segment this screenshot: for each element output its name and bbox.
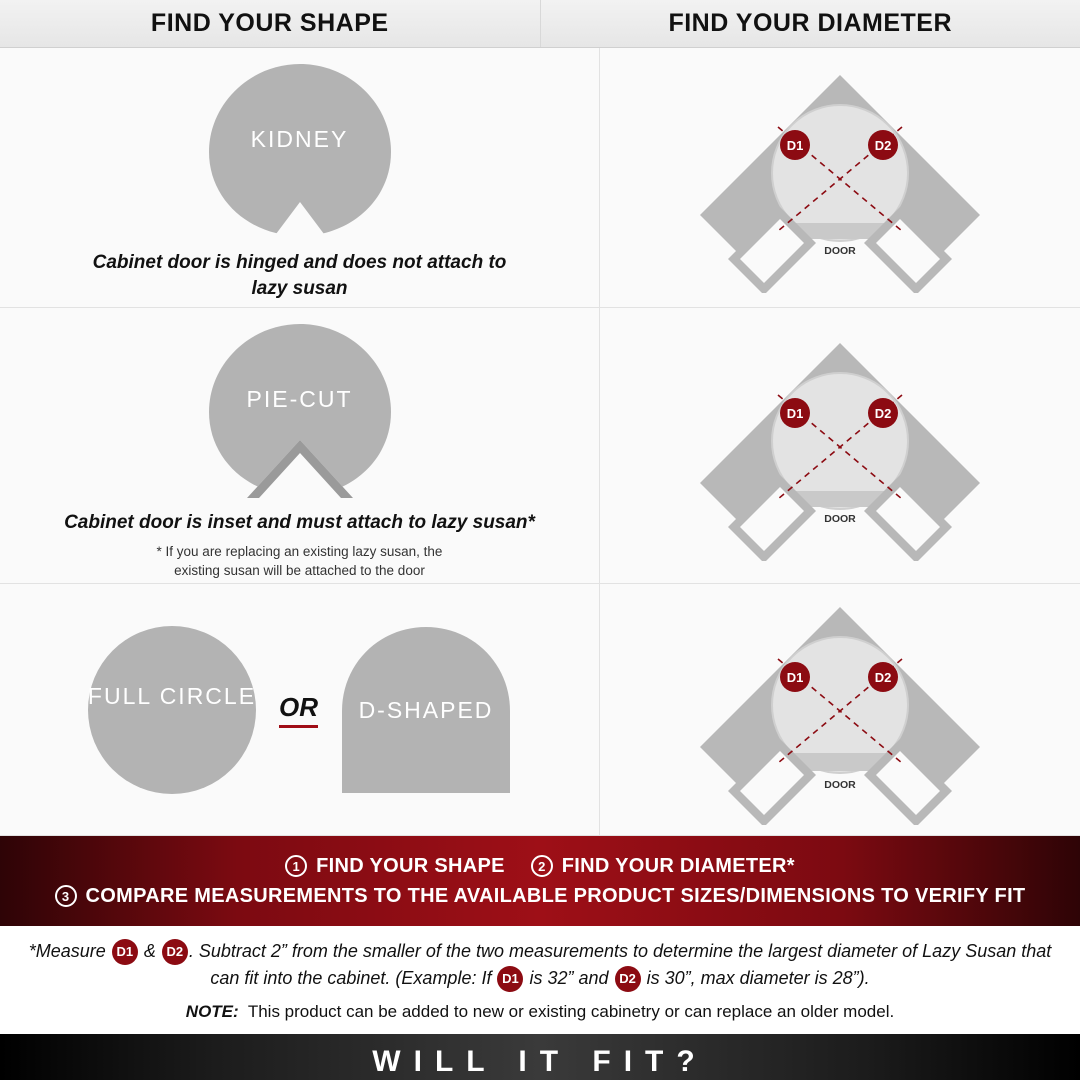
comparison-grid — [0, 48, 1080, 836]
diameter-cell-pie-cut — [600, 308, 1080, 583]
step-1-number: 1 — [285, 855, 307, 877]
step-1-text: FIND YOUR SHAPE — [316, 854, 505, 877]
diameter-cell-kidney — [600, 48, 1080, 307]
pie-cut-subcaption: * If you are replacing an existing lazy susan, the existing susan will be attached to the door — [156, 543, 443, 578]
kidney-shape-graphic — [207, 62, 393, 238]
svg-text:DOOR: DOOR — [824, 244, 856, 257]
svg-text:D1: D1 — [786, 405, 804, 421]
steps-banner-line-2 — [55, 885, 1026, 908]
svg-text:DOOR: DOOR — [824, 512, 856, 525]
step-2 — [531, 855, 795, 878]
measure-note-part-2: . Subtract 2” from the smaller of the two measurements to determine the largest diameter of Lazy Susan that can fit into the cabinet. (Example: If — [188, 940, 1052, 988]
steps-banner-line-1 — [285, 855, 795, 878]
svg-text:D2: D2 — [874, 669, 892, 685]
d2-pill-b: D2 — [615, 966, 641, 992]
pie-cut-caption: Cabinet door is inset and must attach to lazy susan* — [64, 512, 535, 533]
corner-cabinet-diagram-3 — [640, 595, 1040, 825]
d-shaped-label: D-SHAPED — [358, 696, 494, 723]
corner-cabinet-diagram-1 — [640, 63, 1040, 293]
or-divider-label: OR — [279, 692, 318, 728]
d1-pill-a: D1 — [112, 939, 138, 965]
row-pie-cut — [0, 308, 1080, 584]
d-shaped-shape-graphic — [340, 625, 512, 795]
product-note — [186, 1002, 894, 1022]
step-3 — [55, 885, 1026, 908]
svg-text:D2: D2 — [874, 137, 892, 153]
notes-section — [0, 926, 1080, 1034]
full-circle-label: FULL CIRCLE — [87, 682, 257, 709]
kidney-label: KIDNEY — [250, 126, 349, 152]
kidney-caption: Cabinet door is hinged and does not attach to lazy susan — [92, 252, 507, 299]
measure-note-part-1: *Measure — [28, 940, 106, 961]
svg-text:D2: D2 — [874, 405, 892, 421]
header-bar — [0, 0, 1080, 48]
measure-note-part-3: is 32” and — [529, 968, 609, 988]
row-full-circle-d-shaped — [0, 584, 1080, 836]
pie-cut-shape-graphic — [207, 322, 393, 498]
pie-cut-label: PIE-CUT — [246, 386, 353, 412]
shape-cell-full-circle-d-shaped — [0, 584, 600, 835]
shape-cell-kidney — [0, 48, 600, 307]
diameter-cell-full-circle — [600, 584, 1080, 835]
steps-banner — [0, 836, 1080, 926]
note-text: This product can be added to new or existing cabinetry or can replace an older model. — [247, 1002, 895, 1022]
ampersand: & — [143, 940, 156, 961]
shape-cell-pie-cut — [0, 308, 600, 583]
step-2-number: 2 — [531, 855, 553, 877]
d2-pill-a: D2 — [162, 939, 188, 965]
measure-note-part-4: is 30”, max diameter is 28”). — [646, 968, 870, 988]
corner-cabinet-diagram-2 — [640, 331, 1040, 561]
d1-pill-b: D1 — [497, 966, 523, 992]
footer-bar — [0, 1034, 1080, 1080]
svg-text:D1: D1 — [786, 137, 804, 153]
step-1 — [285, 855, 505, 878]
measure-note — [20, 938, 1060, 993]
row-kidney — [0, 48, 1080, 308]
svg-text:D1: D1 — [786, 669, 804, 685]
note-label: NOTE: — [185, 1002, 239, 1022]
step-2-text: FIND YOUR DIAMETER* — [561, 854, 795, 877]
step-3-number: 3 — [55, 885, 77, 907]
step-3-text: COMPARE MEASUREMENTS TO THE AVAILABLE PRODUCT SIZES/DIMENSIONS TO VERIFY FIT — [85, 884, 1026, 907]
header-find-your-diameter: FIND YOUR DIAMETER — [668, 9, 953, 37]
footer-title: WILL IT FIT? — [372, 1045, 708, 1078]
full-circle-shape-graphic — [87, 625, 257, 795]
header-find-your-shape: FIND YOUR SHAPE — [0, 0, 541, 47]
svg-text:DOOR: DOOR — [824, 778, 856, 791]
